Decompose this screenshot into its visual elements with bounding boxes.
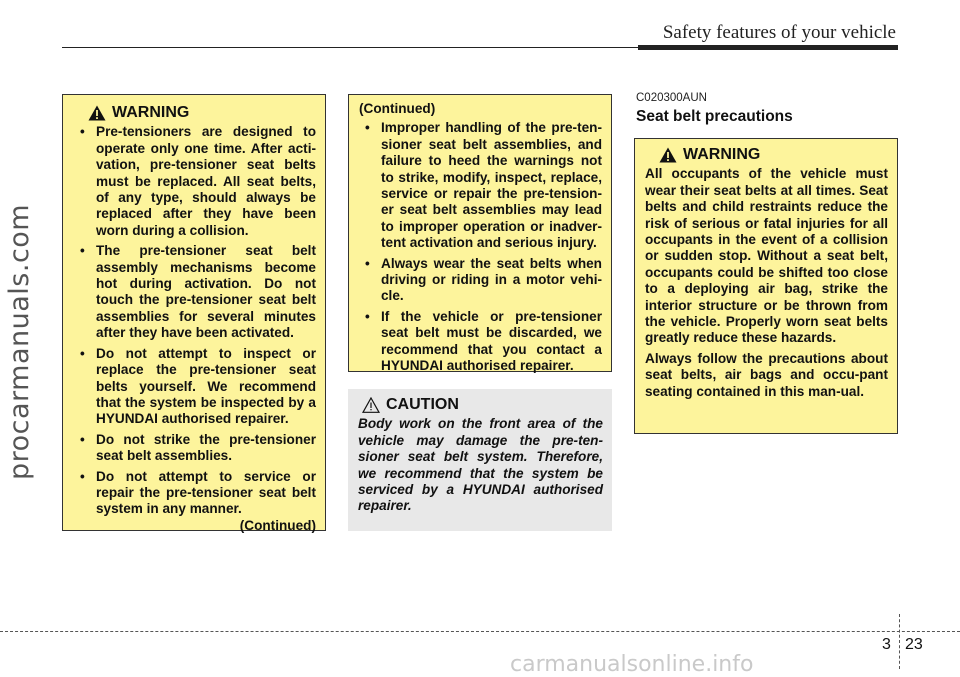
list-item: • Always wear the seat belts when driving or riding in a motor vehi-cle. (359, 256, 602, 305)
warning-icon (659, 147, 677, 163)
warning-title (659, 147, 888, 163)
warning-box-pretensioner (62, 94, 326, 531)
side-watermark: procarmanuals.com (4, 203, 35, 480)
list-item: • If the vehicle or pre-tensioner seat belt must be discarded, we recommend that you contact a HYUNDAI authorised repairer. (359, 309, 602, 375)
warning-box-continued (348, 94, 612, 372)
header-bar (638, 45, 898, 50)
warning-title-text: WARNING (112, 104, 190, 121)
caution-text: Body work on the front area of the vehicle may damage the pre-ten-sioner seat belt system. Therefore, we recommend that the system be serviced by a HYUNDAI authorised repairer. (358, 416, 603, 514)
page-number: 23 (905, 636, 923, 653)
footer-rule (0, 631, 960, 632)
caution-title-text: CAUTION (386, 396, 459, 413)
warning-title-text: WARNING (683, 146, 761, 163)
warning-paragraph: All occupants of the vehicle must wear their seat belts at all times. Seat belts and child restraints reduce the risk of serious or fatal injuries for all occupants in the event of a collision or sudden stop. Without a seat belt, occupants could be shifted too close to a deploying air bag, strike the interior structure or be thrown from the vehicle. Properly worn seat belts greatly reduce these hazards. (645, 166, 888, 346)
section-code: C020300AUN (636, 92, 707, 104)
list-item: • Do not attempt to inspect or replace the pre-tensioner seat belts yourself. We recommend that the system be inspected by a HYUNDAI authorised repairer. (74, 346, 316, 428)
warning-list (74, 124, 316, 517)
warning-title (88, 105, 316, 121)
section-title: Seat belt precautions (636, 108, 793, 125)
list-item: • Do not attempt to service or repair the pre-tensioner seat belt system in any manner. (74, 469, 316, 518)
caution-title (362, 397, 603, 413)
warning-box-seat-belt (634, 138, 898, 434)
footer-divider (899, 614, 900, 669)
chapter-number: 3 (882, 636, 891, 653)
list-item: • Pre-tensioners are designed to operate only one time. After acti-vation, pre-tensioner seat belts must be replaced. All seat belts, of any type, should always be replaced after they have been worn during a collision. (74, 124, 316, 239)
continued-label: (Continued) (239, 517, 316, 533)
list-item: • The pre-tensioner seat belt assembly mechanisms become hot during activation. Do not touch the pre-tensioner seat belt assemblies for several minutes after they have been activated. (74, 243, 316, 341)
list-item: • Do not strike the pre-tensioner seat belt assemblies. (74, 432, 316, 465)
list-item: • Improper handling of the pre-ten-sioner seat belt assemblies, and failure to heed the warnings not to strike, modify, inspect, replace, service or repair the pre-tension-er seat belt assemblies may lead to improper operation or inadver-tent activation and serious injury. (359, 120, 602, 251)
warning-list (359, 120, 602, 374)
warning-paragraph: Always follow the precautions about seat belts, air bags and occu-pant seating contained in this man-ual. (645, 350, 888, 399)
bottom-watermark: carmanualsonline.info (510, 652, 754, 677)
caution-icon (362, 397, 380, 413)
continued-heading: (Continued) (359, 101, 436, 116)
caution-box (348, 389, 612, 531)
warning-icon (88, 105, 106, 121)
header-title: Safety features of your vehicle (662, 22, 896, 43)
